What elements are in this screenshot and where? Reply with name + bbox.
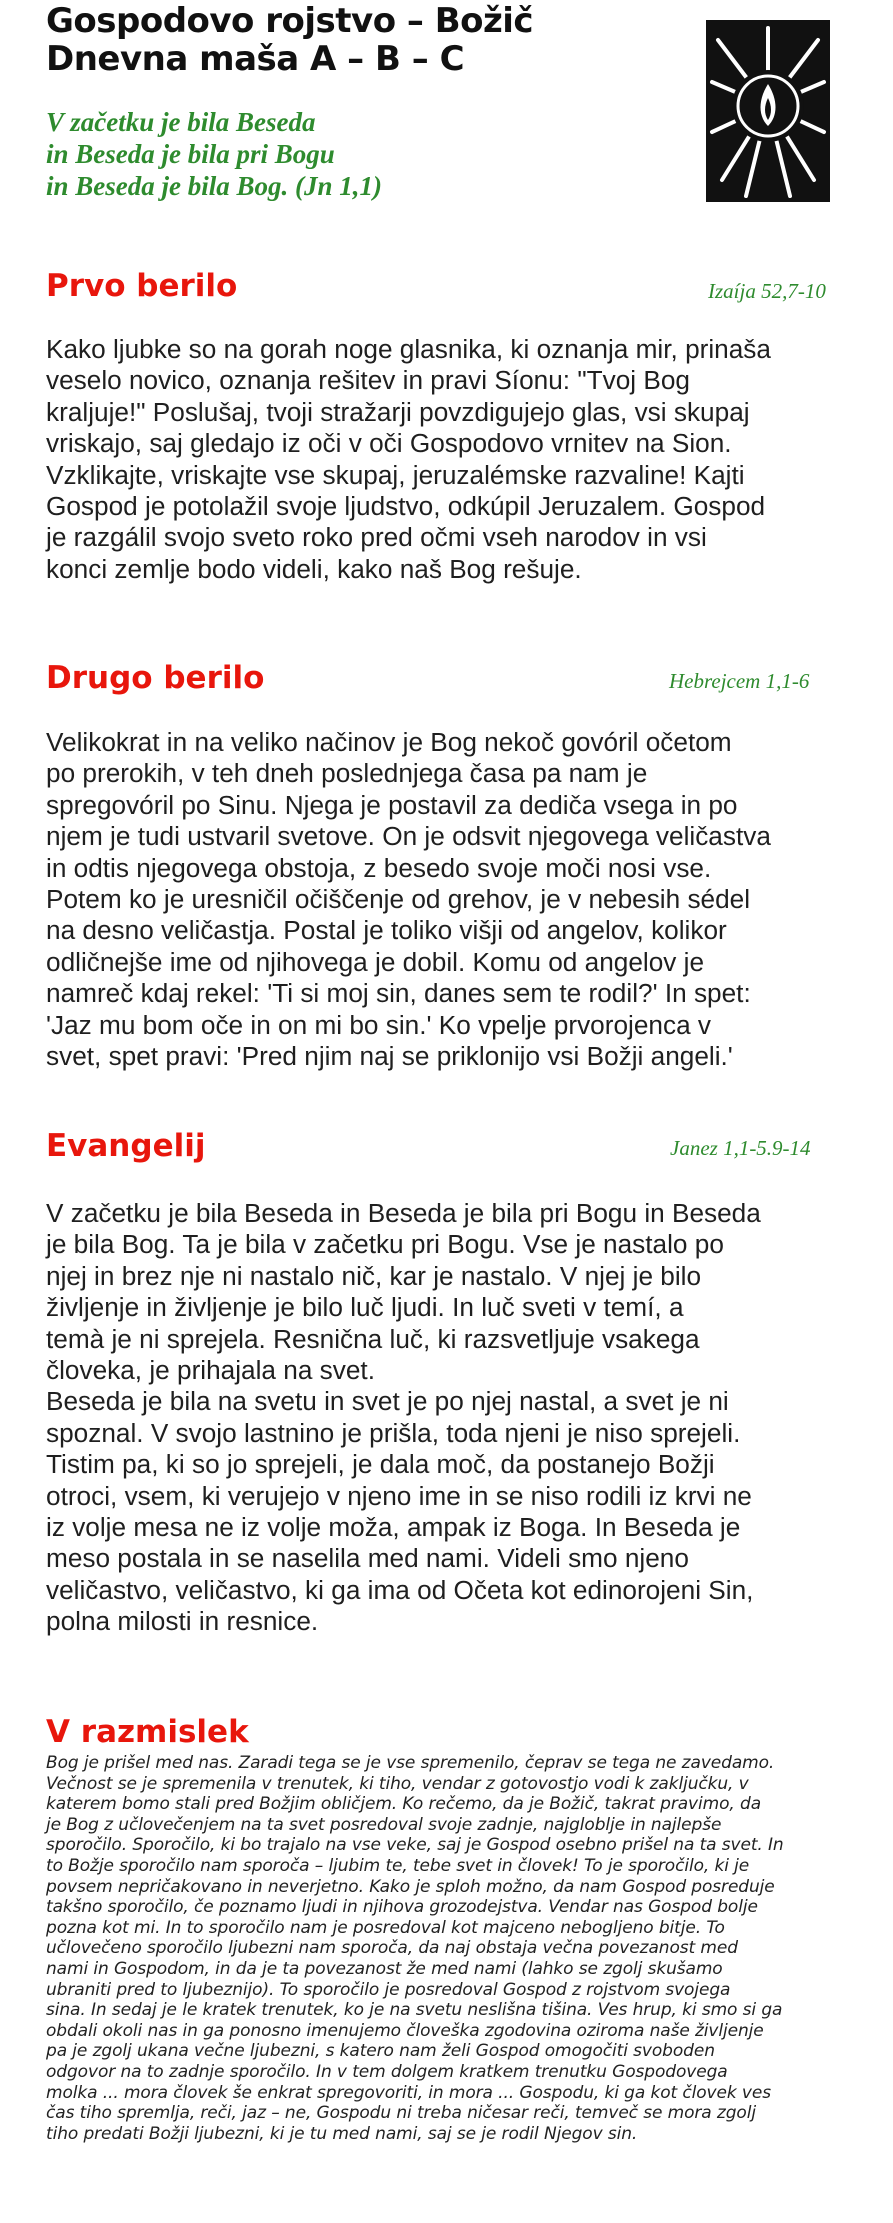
second-reading-reference: Hebrejcem 1,1-6	[669, 669, 810, 693]
second-reading-title: Drugo berilo	[46, 660, 265, 696]
first-reading-text: Kako ljubke so na gorah noge glasnika, ki oznanja mir, prinaša veselo novico, oznanja rešitev in pravi Síonu: "Tvoj Bog kraljuje!" Poslušaj, tvoji stražarji povzdigujejo glas, vsi skupaj vriskajo, saj gledajo iz oči v oči Gospodovo vrnitev na Sion. Vzklikajte, vriskajte vse skupaj, jeruzalémske razvaline! Kajti Gospod je potolažil svoje ljudstvo, odkúpil Jeruzalem. Gospod je razgálil svojo sveto roko pred očmi vseh narodov in vsi konci zemlje bodo videli, kako naš Bog rešuje.	[46, 334, 771, 584]
gospel-text: V začetku je bila Beseda in Beseda je bila pri Bogu in Beseda je bila Bog. Ta je bila v začetku pri Bogu. Vse je nastalo po njej in brez nje ni nastalo nič, kar je nastalo. V njej je bilo življenje in življenje je bilo luč ljudi. In luč sveti v temí, a temà je ni sprejela. Resnična luč, ki razsvetljuje vsakega človeka, je prihajala na svet. Beseda je bila na svetu in svet je po njej nastal, a svet je ni spoznal. V svojo lastnino je prišla, toda njeni je niso sprejeli. Tistim pa, ki so jo sprejeli, je dala moč, da postanejo Božji otroci, vsem, ki verujejo v njeno ime in se niso rodili iz krvi ne iz volje mesa ne iz volje moža, ampak iz Boga. In Beseda je meso postala in se naselila med nami. Videli smo njeno veličastvo, veličastvo, ki ga ima od Očeta kot edinorojeni Sin, polna milosti in resnice.	[46, 1198, 761, 1637]
page-title-line1: Gospodovo rojstvo – Božič	[46, 1, 534, 41]
gospel-title: Evangelij	[46, 1128, 206, 1164]
first-reading-reference: Izaíja 52,7-10	[708, 279, 826, 303]
gospel-reference: Janez 1,1-5.9-14	[670, 1136, 811, 1160]
quote-line2: in Beseda je bila pri Bogu	[46, 139, 335, 169]
second-reading-text: Velikokrat in na veliko načinov je Bog nekoč govóril očetom po prerokih, v teh dneh poslednjega časa pa nam je spregovóril po Sinu. Njega je postavil za dediča vsega in po njem je tudi ustvaril svetove. On je odsvit njegovega veličastva in odtis njegovega obstoja, z besedo svoje moči nosi vse. Potem ko je uresničil očiščenje od grehov, je v nebesih sédel na desno veličastja. Postal je toliko višji od angelov, kolikor odličnejše ime od njihovega je dobil. Komu od angelov je namreč kdaj rekel: 'Ti si moj sin, danes sem te rodil?' In spet: 'Jaz mu bom oče in on mi bo sin.' Ko vpelje prvorojenca v svet, spet pravi: 'Pred njim naj se priklonijo vsi Božji angeli.'	[46, 727, 771, 1072]
quote-line3: in Beseda je bila Bog. (Jn 1,1)	[46, 171, 382, 201]
scripture-quote	[46, 106, 382, 202]
reflection-text: Bog je prišel med nas. Zaradi tega se je vse spremenilo, čeprav se tega ne zavedamo. Večnost se je spremenila v trenutek, ki tiho, vendar z gotovostjo vodi k zaključku, v katerem bomo stali pred Božjim obličjem. Ko rečemo, da je Božič, takrat pravimo, da je Bog z učlovečenjem na ta svet posredoval svoje zadnje, najgloblje in najlepše sporočilo. Sporočilo, ki bo trajalo na vse veke, saj je Gospod osebno prišel na ta svet. In to Božje sporočilo nam sporoča – ljubim te, tebe svet in človek! To je sporočilo, ki je povsem nepričakovano in neverjetno. Kako je sploh možno, da nam Gospod posreduje takšno sporočilo, če poznamo ljudi in njihova grozodejstva. Vendar nas Gospod bolje pozna kot mi. In to sporočilo nam je posredoval kot majceno nebogljeno bitje. To učlovečeno sporočilo ljubezni nam sporoča, da naj obstaja večna povezanost med nami in Gospodom, in da je ta povezanost že med nami (lahko se zgolj skušamo ubraniti pred to ljubeznijo). To sporočilo je posredoval Gospod z rojstvom svojega sina. In sedaj je le kratek trenutek, ko je na svetu neslišna tišina. Ves hrup, ki smo si ga obdali okoli nas in ga ponosno imenujemo človeška zgodovina oziroma naše življenje pa je zgolj ukana večne ljubezni, s katero nam želi Gospod omogočiti svoboden odgovor na to zadnje sporočilo. In v tem dolgem kratkem trenutku Gospodovega molka ... mora človek še enkrat spregovoriti, in mora ... Gospodu, ki ga kot človek ves čas tiho spremlja, reči, jaz – ne, Gospodu ni treba ničesar reči, temveč se mora zgolj tiho predati Božji ljubezni, ki je tu med nami, saj se je rodil Njegov sin.	[46, 1753, 784, 2144]
first-reading-title: Prvo berilo	[46, 268, 238, 304]
quote-line1: V začetku je bila Beseda	[46, 107, 316, 137]
page-title-line2: Dnevna maša A – B – C	[46, 39, 465, 79]
page-header	[46, 2, 533, 78]
reflection-title: V razmislek	[46, 1714, 249, 1750]
candle-flame-rays-woodcut-icon	[706, 20, 830, 202]
